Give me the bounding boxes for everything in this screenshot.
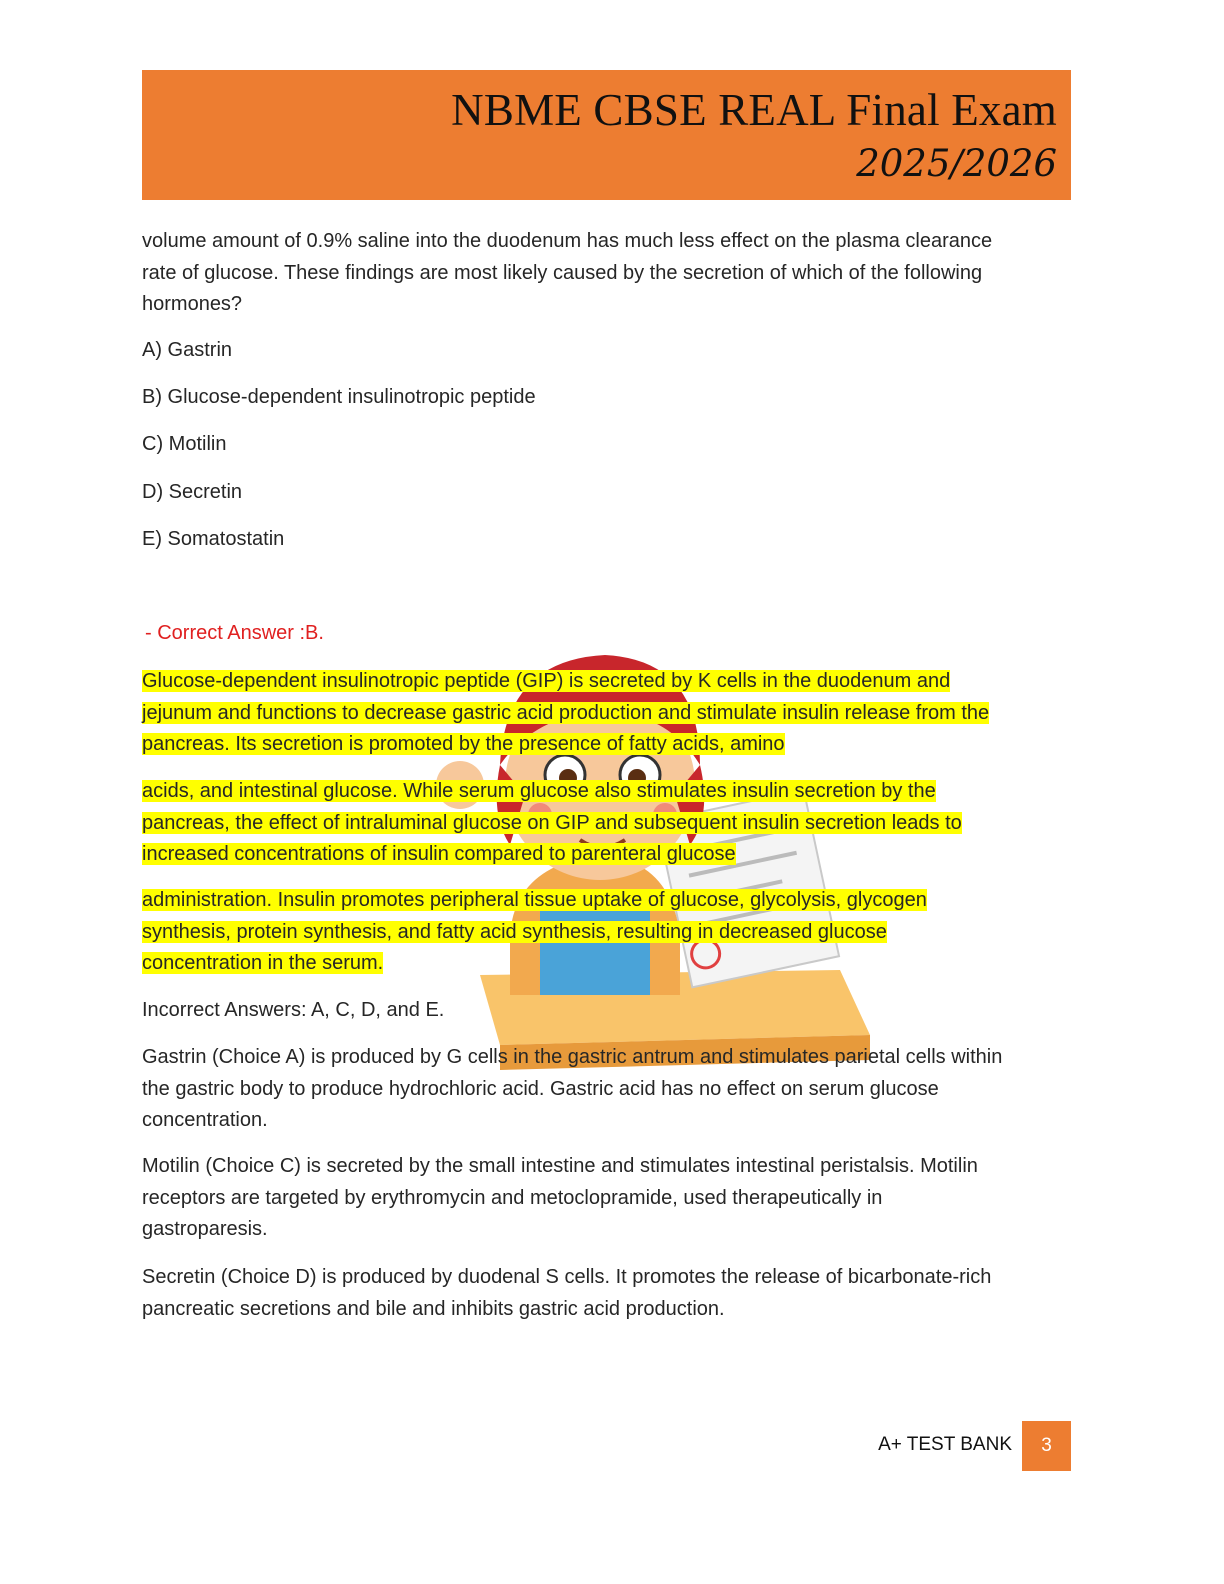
highlighted-line: administration. Insulin promotes peripheral tissue uptake of glucose, glycolysis, glycogen [142,889,927,911]
text-line: Gastrin (Choice A) is produced by G cells in the gastric antrum and stimulates parietal cells within [142,1046,1003,1068]
highlighted-line: concentration in the serum. [142,952,384,974]
header-year: 2025/2026 [856,142,1057,185]
highlighted-line: jejunum and functions to decrease gastric acid production and stimulate insulin release from the [142,701,990,724]
stem-line: volume amount of 0.9% saline into the duodenum has much less effect on the plasma clearance [142,230,993,252]
text-line: pancreatic secretions and bile and inhibits gastric acid production. [142,1297,725,1320]
explanation-paragraph-3 [142,885,1072,980]
highlighted-line: synthesis, protein synthesis, and fatty acid synthesis, resulting in decreased glucose [142,920,887,943]
page-number: 3 [1022,1421,1071,1471]
gastrin-explanation [142,1042,1072,1137]
secretin-explanation [142,1262,1072,1325]
highlighted-line: acids, and intestinal glucose. While serum glucose also stimulates insulin secretion by the [142,780,936,802]
correct-answer: - Correct Answer :B. [145,622,324,644]
option-b: B) Glucose-dependent insulinotropic peptide [142,386,536,408]
explanation-paragraph-1 [142,666,1072,761]
option-c: C) Motilin [142,433,227,455]
text-line: the gastric body to produce hydrochloric acid. Gastric acid has no effect on serum glucose [142,1077,939,1100]
option-d: D) Secretin [142,481,243,503]
question-stem [142,226,1072,321]
text-line: Secretin (Choice D) is produced by duodenal S cells. It promotes the release of bicarbonate-rich [142,1266,992,1288]
stem-line: rate of glucose. These findings are most likely caused by the secretion of which of the following [142,261,983,284]
explanation-paragraph-2 [142,776,1072,871]
text-line: gastroparesis. [142,1218,268,1240]
highlighted-line: increased concentrations of insulin compared to parenteral glucose [142,843,736,865]
option-a: A) Gastrin [142,339,233,361]
header-title: NBME CBSE REAL Final Exam [451,85,1057,135]
stem-line: hormones? [142,293,243,315]
motilin-explanation [142,1151,1072,1246]
text-line: concentration. [142,1109,268,1131]
text-line: Motilin (Choice C) is secreted by the small intestine and stimulates intestinal peristalsis. Motilin [142,1155,978,1177]
highlighted-line: pancreas, the effect of intraluminal glucose on GIP and subsequent insulin secretion leads to [142,811,962,834]
highlighted-line: pancreas. Its secretion is promoted by the presence of fatty acids, amino [142,733,785,755]
page-header-banner [142,70,1071,200]
incorrect-answers-heading: Incorrect Answers: A, C, D, and E. [142,999,445,1021]
option-e: E) Somatostatin [142,528,285,550]
highlighted-line: Glucose-dependent insulinotropic peptide (GIP) is secreted by K cells in the duodenum and [142,670,951,692]
footer-label: A+ TEST BANK [878,1434,1012,1455]
text-line: receptors are targeted by erythromycin and metoclopramide, used therapeutically in [142,1186,883,1209]
